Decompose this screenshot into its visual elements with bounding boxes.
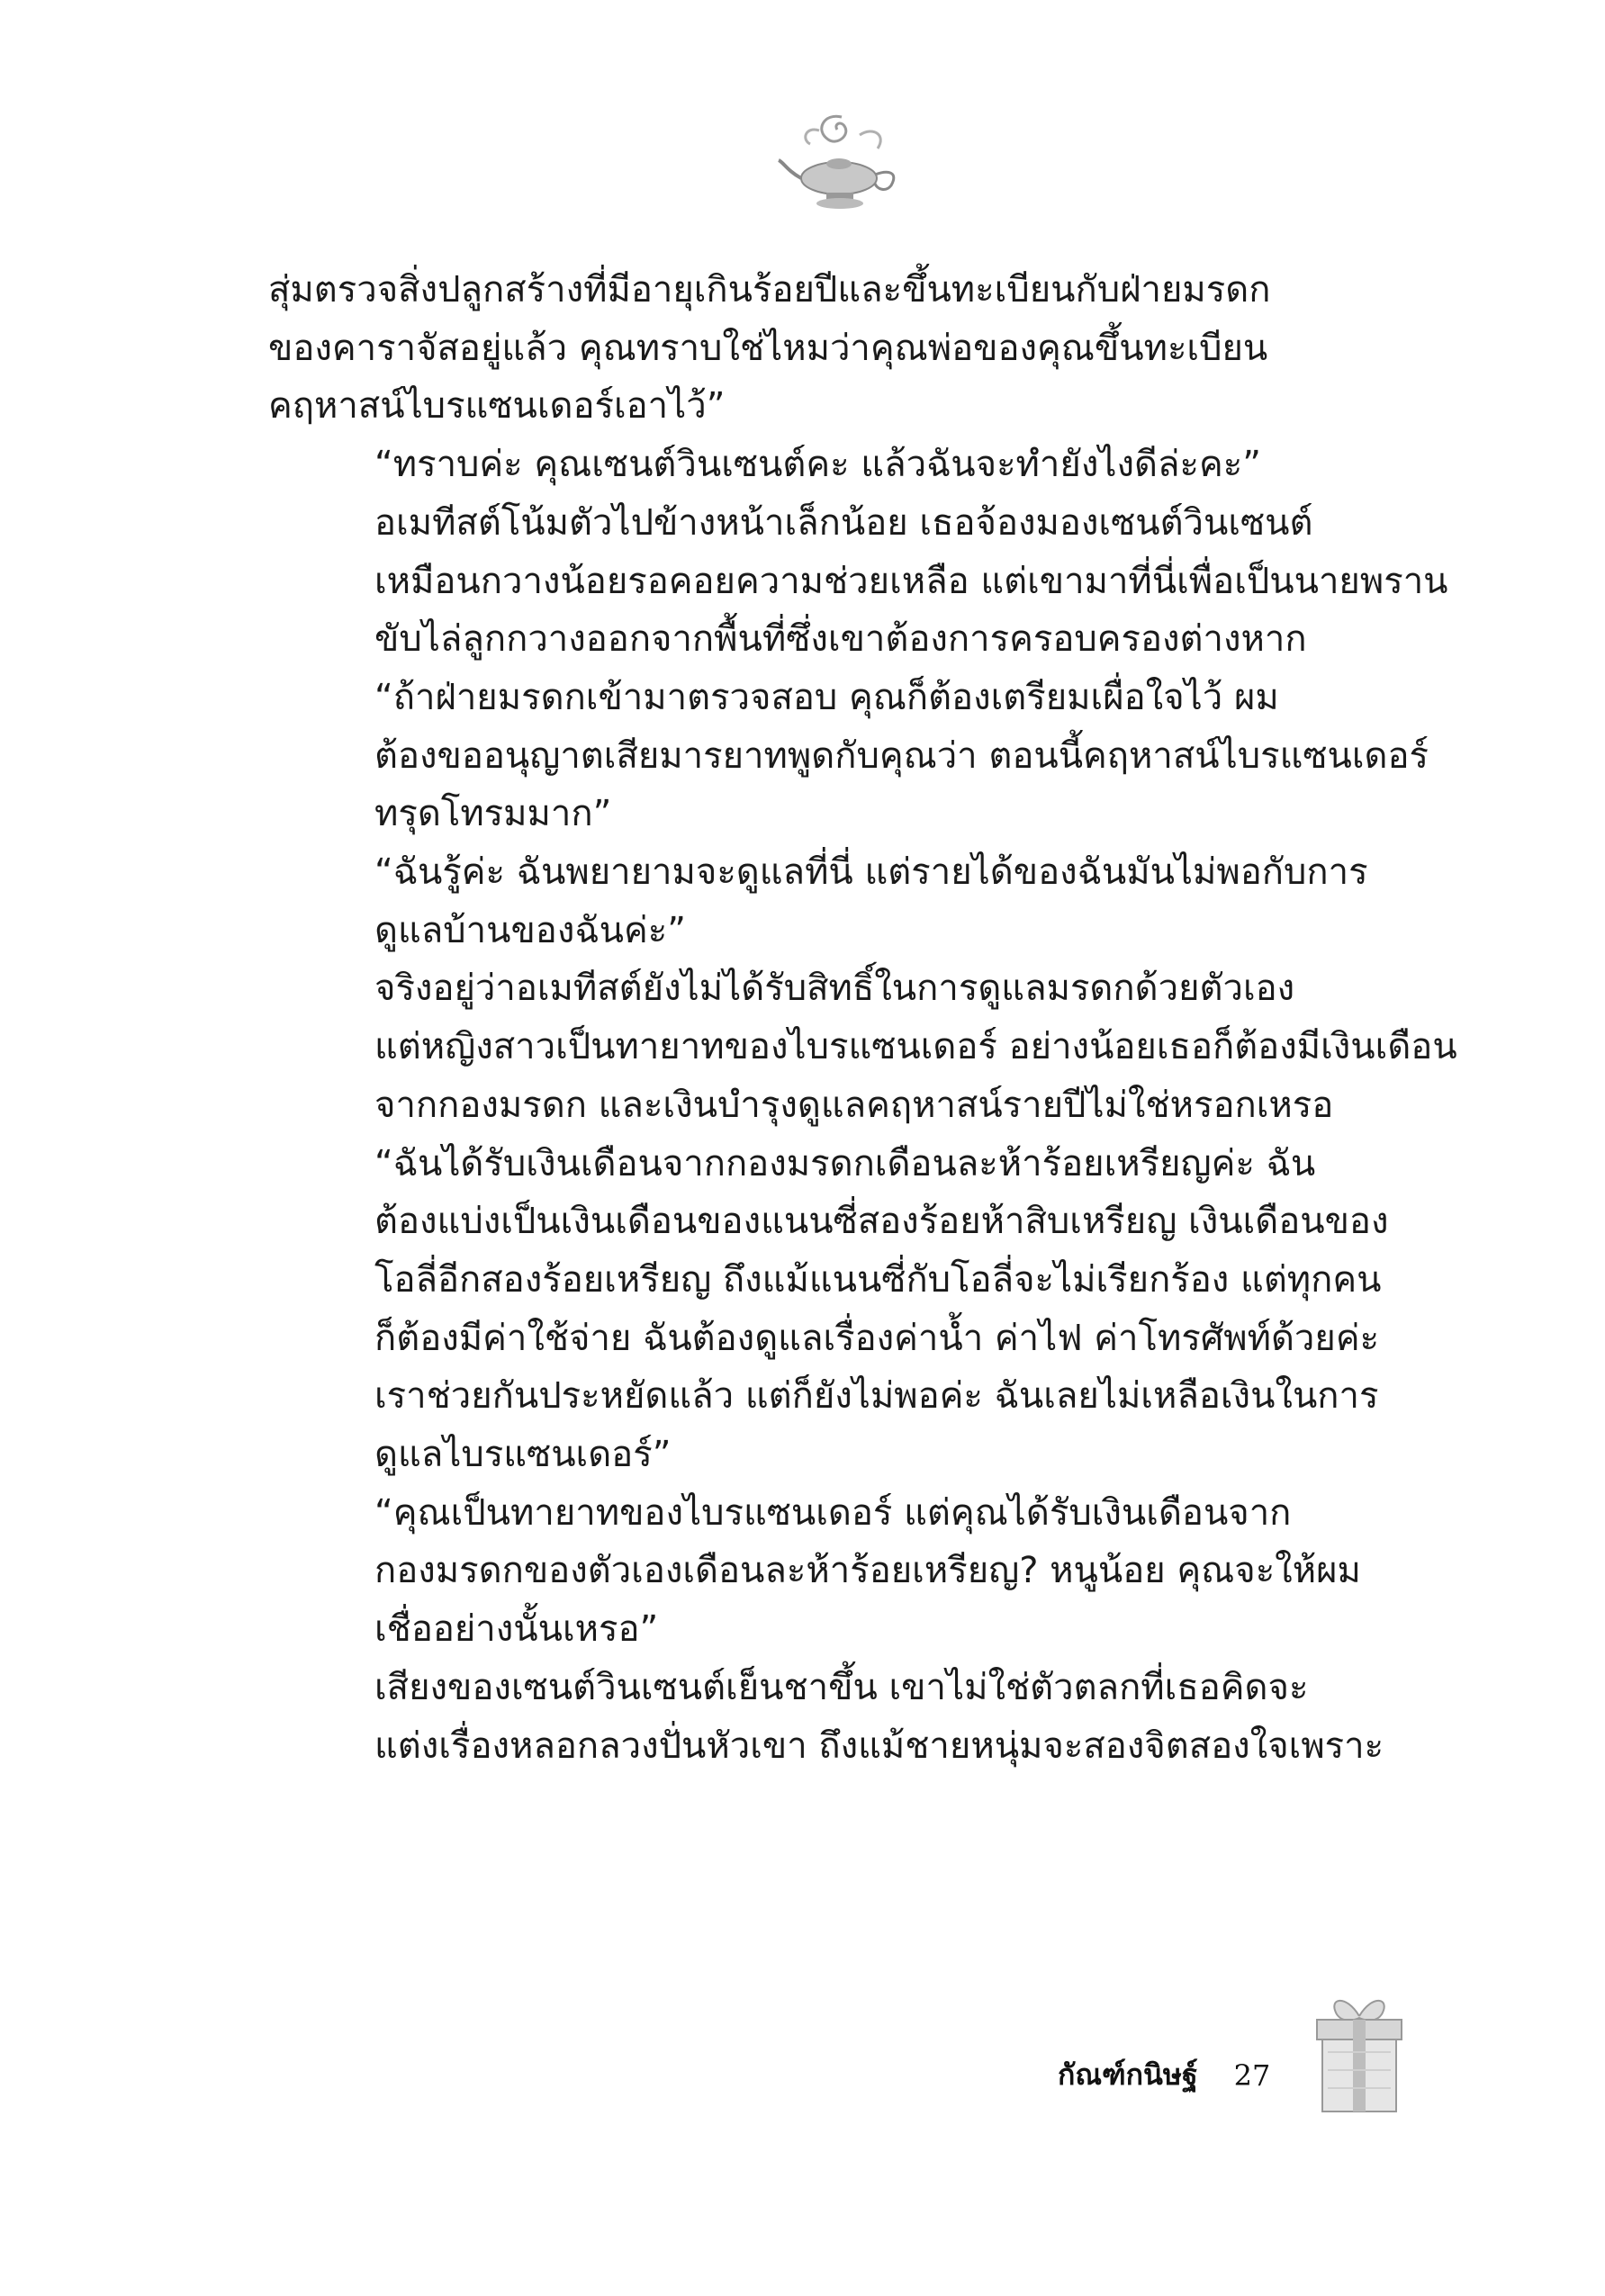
paragraph <box>268 1484 1402 1659</box>
text-line: เราช่วยกันประหยัดแล้ว แต่ก็ยังไม่พอค่ะ ฉันเลยไม่เหลือเงินในการ <box>374 1375 1379 1418</box>
text-line: “ฉันรู้ค่ะ ฉันพยายามจะดูแลที่นี่ แต่รายได้ของฉันมันไม่พอกับการ <box>374 851 1368 894</box>
text-line: แต่หญิงสาวเป็นทายาทของไบรแซนเดอร์ อย่างน้อยเธอก็ต้องมีเงินเดือน <box>374 1026 1457 1068</box>
paragraph <box>268 843 1402 959</box>
page-number: 27 <box>1233 2057 1271 2093</box>
text-line: สุ่มตรวจสิ่งปลูกสร้างที่มีอายุเกินร้อยปีและขึ้นทะเบียนกับฝ่ายมรดก <box>268 269 1271 311</box>
paragraph <box>268 1659 1402 1775</box>
text-line: ทรุดโทรมมาก” <box>374 793 612 835</box>
paragraph <box>268 494 1448 669</box>
text-line: เชื่ออย่างนั้นเหรอ” <box>374 1608 659 1651</box>
text-line: ก็ต้องมีค่าใช้จ่าย ฉันต้องดูแลเรื่องค่าน้ำ ค่าไฟ ค่าโทรศัพท์ด้วยค่ะ <box>374 1317 1380 1359</box>
paragraph <box>268 436 1402 494</box>
text-line: ดูแลบ้านของฉันค่ะ” <box>374 909 686 951</box>
text-line: โอลี่อีกสองร้อยเหรียญ ถึงแม้แนนซี่กับโอลี่จะไม่เรียกร้อง แต่ทุกคน <box>374 1258 1382 1301</box>
body-text <box>268 261 1457 1775</box>
text-line: ขับไล่ลูกกวางออกจากพื้นที่ซึ่งเขาต้องการครอบครองต่างหาก <box>374 618 1307 661</box>
text-line: “คุณเป็นทายาทของไบรแซนเดอร์ แต่คุณได้รับเงินเดือนจาก <box>374 1491 1292 1534</box>
text-line: ต้องขออนุญาตเสียมารยาทพูดกับคุณว่า ตอนนี้คฤหาสน์ไบรแซนเดอร์ <box>374 734 1429 777</box>
text-line: จากกองมรดก และเงินบำรุงดูแลคฤหาสน์รายปีไม่ใช่หรอกเหรอ <box>374 1084 1334 1126</box>
paragraph <box>268 1135 1402 1484</box>
text-line: คฤหาสน์ไบรแซนเดอร์เอาไว้” <box>268 385 726 428</box>
text-line: กองมรดกของตัวเองเดือนละห้าร้อยเหรียญ? หนูน้อย คุณจะให้ผม <box>374 1550 1361 1592</box>
text-line: จริงอยู่ว่าอเมทีสต์ยังไม่ได้รับสิทธิ์ในการดูแลมรดกด้วยตัวเอง <box>374 968 1295 1010</box>
running-footer <box>1058 2052 1270 2098</box>
text-line: อเมทีสต์โน้มตัวไปข้างหน้าเล็กน้อย เธอจ้องมองเซนต์วินเซนต์ <box>374 501 1313 544</box>
text-line: แต่งเรื่องหลอกลวงปั่นหัวเขา ถึงแม้ชายหนุ่มจะสองจิตสองใจเพราะ <box>374 1724 1384 1767</box>
text-line: “ฉันได้รับเงินเดือนจากกองมรดกเดือนละห้าร้อยเหรียญค่ะ ฉัน <box>374 1142 1316 1184</box>
text-line: ดูแลไบรแซนเดอร์” <box>374 1434 672 1476</box>
text-line: “ทราบค่ะ คุณเซนต์วินเซนต์คะ แล้วฉันจะทำยังไงดีล่ะคะ” <box>374 444 1261 486</box>
genie-lamp-icon <box>774 108 909 216</box>
paragraph <box>268 959 1457 1134</box>
text-line: ของคาราจัสอยู่แล้ว คุณทราบใช่ไหมว่าคุณพ่อของคุณขึ้นทะเบียน <box>268 327 1268 369</box>
text-line: ต้องแบ่งเป็นเงินเดือนของแนนซี่สองร้อยห้าสิบเหรียญ เงินเดือนของ <box>374 1201 1389 1243</box>
gift-box-icon <box>1310 1989 1409 2115</box>
text-line: เสียงของเซนต์วินเซนต์เย็นชาขึ้น เขาไม่ใช่ตัวตลกที่เธอคิดจะ <box>374 1666 1309 1708</box>
paragraph <box>268 261 1402 436</box>
paragraph <box>268 669 1429 843</box>
text-line: เหมือนกวางน้อยรอคอยความช่วยเหลือ แต่เขามาที่นี่เพื่อเป็นนายพราน <box>374 560 1448 602</box>
author-name: กัณฑ์กนิษฐ์ <box>1058 2057 1198 2092</box>
text-line: “ถ้าฝ่ายมรดกเข้ามาตรวจสอบ คุณก็ต้องเตรียมเผื่อใจไว้ ผม <box>374 676 1279 718</box>
